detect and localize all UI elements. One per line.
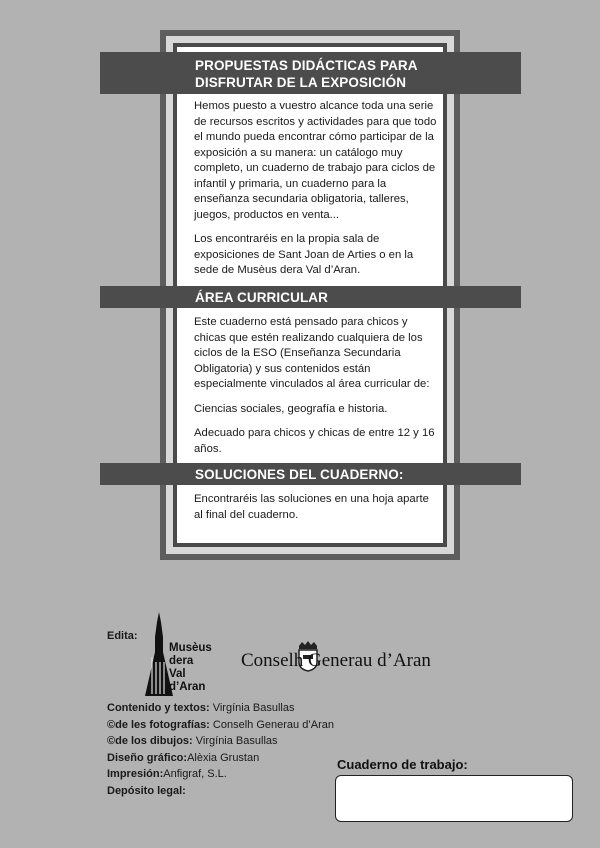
credit-line <box>107 700 334 717</box>
paragraph: Encontraréis las soluciones en una hoja aparte al final del cuaderno. <box>194 493 429 521</box>
cuaderno-name-box[interactable] <box>335 775 573 822</box>
section-body-area <box>194 315 440 457</box>
cuaderno-label: Cuaderno de trabajo: <box>337 757 468 772</box>
edita-label: Edita: <box>107 630 138 642</box>
paragraph: Los encontraréis en la propia sala de exposiciones de Sant Joan de Arties o en la sede de Musèus dera Val d’Aran. <box>194 233 414 276</box>
section-header-propuestas <box>100 52 521 94</box>
credit-line <box>107 766 334 783</box>
museus-line: Val <box>169 668 186 680</box>
credit-line <box>107 717 334 734</box>
conselh-logo-text: Conselh Generau d’Aran <box>241 650 431 671</box>
credit-line <box>107 733 334 750</box>
credit-label: Impresión: <box>107 768 164 780</box>
credit-label: Diseño gráfico: <box>107 751 188 764</box>
credit-value: Virgínia Basullas <box>192 735 278 747</box>
section-header-soluciones <box>100 463 521 485</box>
credit-label: Depósito legal: <box>107 784 186 797</box>
section-header-area <box>100 286 521 308</box>
section-title-line-1: PROPUESTAS DIDÁCTICAS PARA <box>195 58 418 73</box>
section-title: SOLUCIONES DEL CUADERNO: <box>195 467 404 482</box>
credit-value: Alèxia Grustan <box>187 751 260 764</box>
credit-line <box>107 783 334 800</box>
paragraph: Adecuado para chicos y chicas de entre 12 y 16 años. <box>194 427 435 455</box>
paragraph: Hemos puesto a vuestro alcance toda una serie de recursos escritos y actividades para que todo el mundo pueda encontrar cómo participar de la exposición a su manera: un catálogo muy completo, un cuaderno de trabajo para ciclos de infantil y primaria, un cuaderno para la enseñanza secundaria obligatoria, talleres, juegos, productos en venta... <box>194 100 437 221</box>
credit-value: Conselh Generau d’Aran <box>209 718 334 731</box>
museus-line: d’Aran <box>169 681 206 693</box>
credit-label: ©de los dibujos: <box>107 735 193 747</box>
credit-line <box>107 750 334 767</box>
section-body-soluciones <box>194 492 440 523</box>
museus-line: Musèus <box>169 642 212 654</box>
credit-value: Anfigraf, S.L. <box>163 768 227 780</box>
section-body-propuestas <box>194 99 440 279</box>
credit-value: Virgínia Basullas <box>209 702 295 714</box>
credits-block <box>107 700 334 799</box>
section-title: ÁREA CURRICULAR <box>195 290 328 305</box>
credit-label: ©de les fotografías: <box>107 718 210 731</box>
museus-line: dera <box>169 655 194 667</box>
museus-logo-text <box>169 642 212 694</box>
paragraph: Este cuaderno está pensado para chicos y chicas que estén realizando cualquiera de los ciclos de la ESO (Enseñanza Secundaria Obligatoria) y sus contenidos están especialmente vinculados al área curricular de: <box>194 316 430 390</box>
paragraph: Ciencias sociales, geografía e historia. <box>194 402 388 415</box>
section-title-line-2: DISFRUTAR DE LA EXPOSICIÓN <box>195 75 407 90</box>
credit-label: Contenido y textos: <box>107 702 210 714</box>
